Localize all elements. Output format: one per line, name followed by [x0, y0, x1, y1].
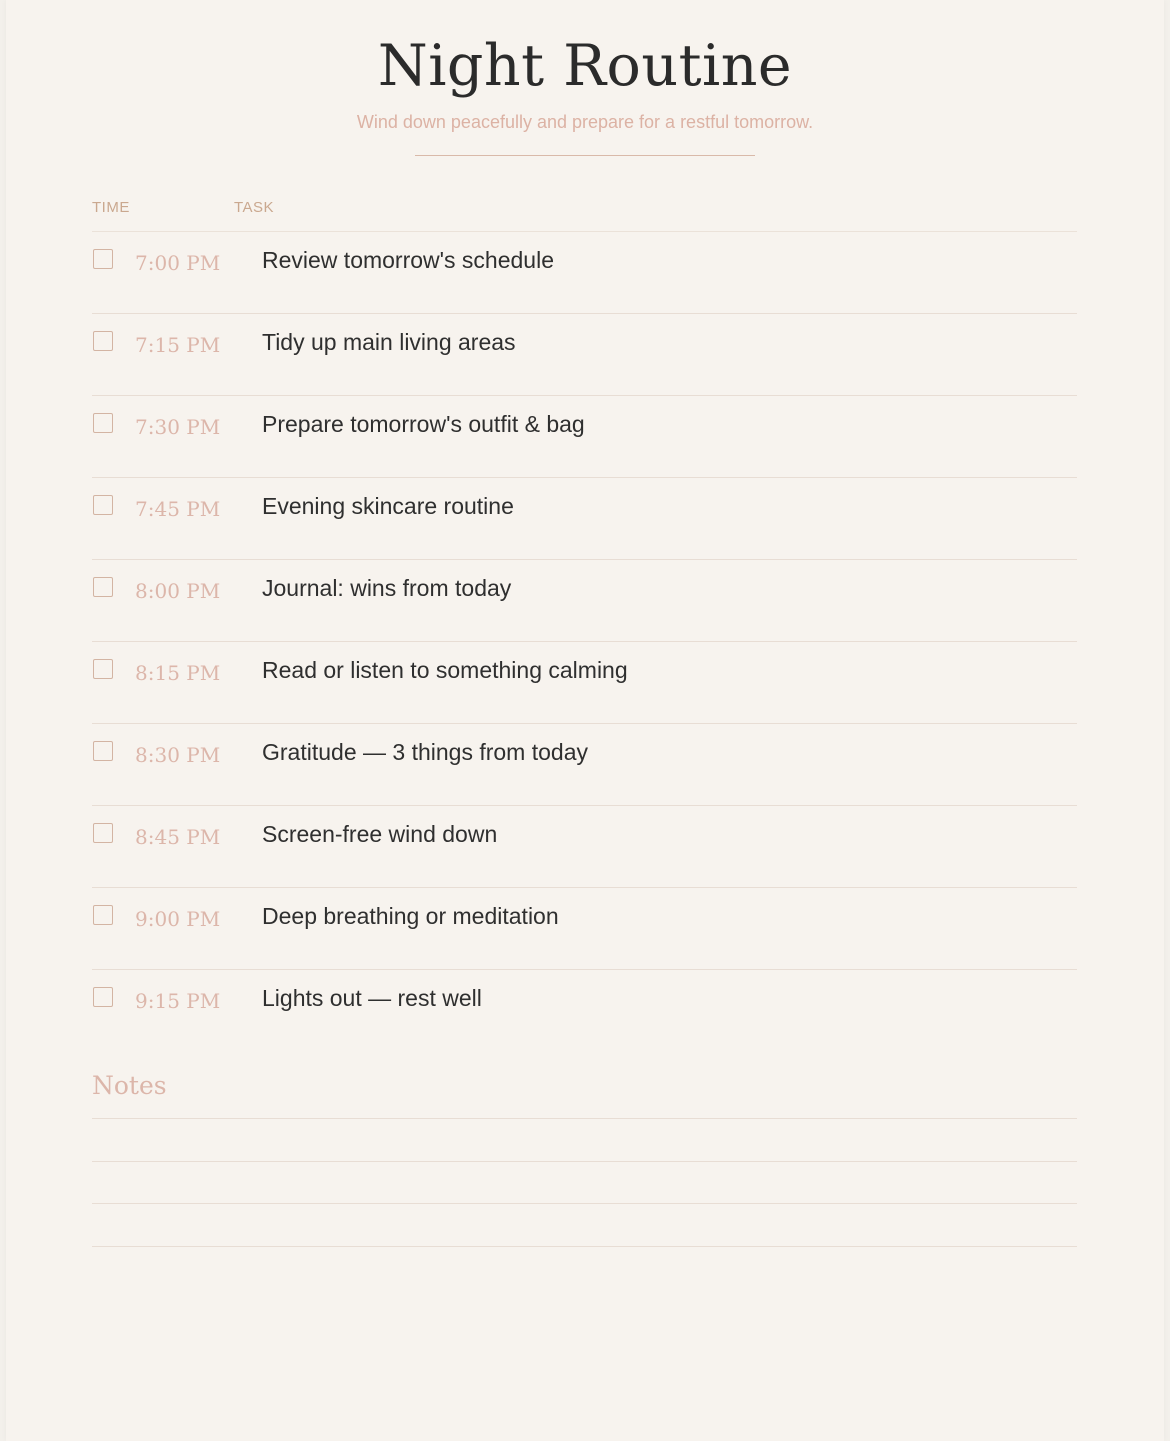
task-row	[92, 723, 1077, 805]
task-row	[92, 887, 1077, 969]
task-time: 7:30 PM	[135, 415, 221, 439]
task-checkbox[interactable]	[93, 741, 113, 761]
task-time: 8:30 PM	[135, 743, 221, 767]
task-checkbox[interactable]	[93, 577, 113, 597]
task-label: Screen-free wind down	[262, 821, 498, 847]
page-title: Night Routine	[377, 33, 793, 99]
task-time: 7:45 PM	[135, 497, 221, 521]
task-label: Lights out — rest well	[262, 985, 482, 1011]
task-label: Evening skincare routine	[262, 493, 514, 519]
title-divider	[415, 155, 755, 156]
task-row	[92, 477, 1077, 559]
task-checkbox[interactable]	[93, 823, 113, 843]
task-row	[92, 805, 1077, 887]
task-label: Review tomorrow's schedule	[262, 247, 555, 273]
task-checkbox[interactable]	[93, 495, 113, 515]
task-time: 8:00 PM	[135, 579, 221, 603]
task-row	[92, 641, 1077, 723]
task-row	[92, 231, 1077, 313]
task-row	[92, 313, 1077, 395]
notes-heading: Notes	[92, 1071, 167, 1100]
column-header-time: TIME	[92, 199, 130, 216]
planner-page	[6, 0, 1164, 1441]
task-checkbox[interactable]	[93, 659, 113, 679]
task-time: 7:00 PM	[135, 251, 221, 275]
task-row	[92, 395, 1077, 477]
task-list	[92, 231, 1077, 1051]
task-time: 9:15 PM	[135, 989, 221, 1013]
task-label: Journal: wins from today	[262, 575, 512, 601]
task-label: Prepare tomorrow's outfit & bag	[262, 411, 585, 437]
task-checkbox[interactable]	[93, 987, 113, 1007]
task-time: 8:45 PM	[135, 825, 221, 849]
page-subtitle: Wind down peacefully and prepare for a restful tomorrow.	[356, 112, 814, 132]
task-row	[92, 969, 1077, 1051]
task-label: Read or listen to something calming	[262, 657, 628, 683]
task-checkbox[interactable]	[93, 905, 113, 925]
notes-line[interactable]	[92, 1161, 1077, 1162]
task-time: 9:00 PM	[135, 907, 221, 931]
column-header-task: TASK	[234, 199, 275, 216]
task-checkbox[interactable]	[93, 249, 113, 269]
task-row	[92, 559, 1077, 641]
task-time: 8:15 PM	[135, 661, 221, 685]
notes-line[interactable]	[92, 1118, 1077, 1119]
notes-line[interactable]	[92, 1203, 1077, 1204]
task-label: Deep breathing or meditation	[262, 903, 559, 929]
task-time: 7:15 PM	[135, 333, 221, 357]
task-label: Tidy up main living areas	[262, 329, 516, 355]
task-label: Gratitude — 3 things from today	[262, 739, 588, 765]
task-checkbox[interactable]	[93, 331, 113, 351]
task-checkbox[interactable]	[93, 413, 113, 433]
notes-line[interactable]	[92, 1246, 1077, 1247]
